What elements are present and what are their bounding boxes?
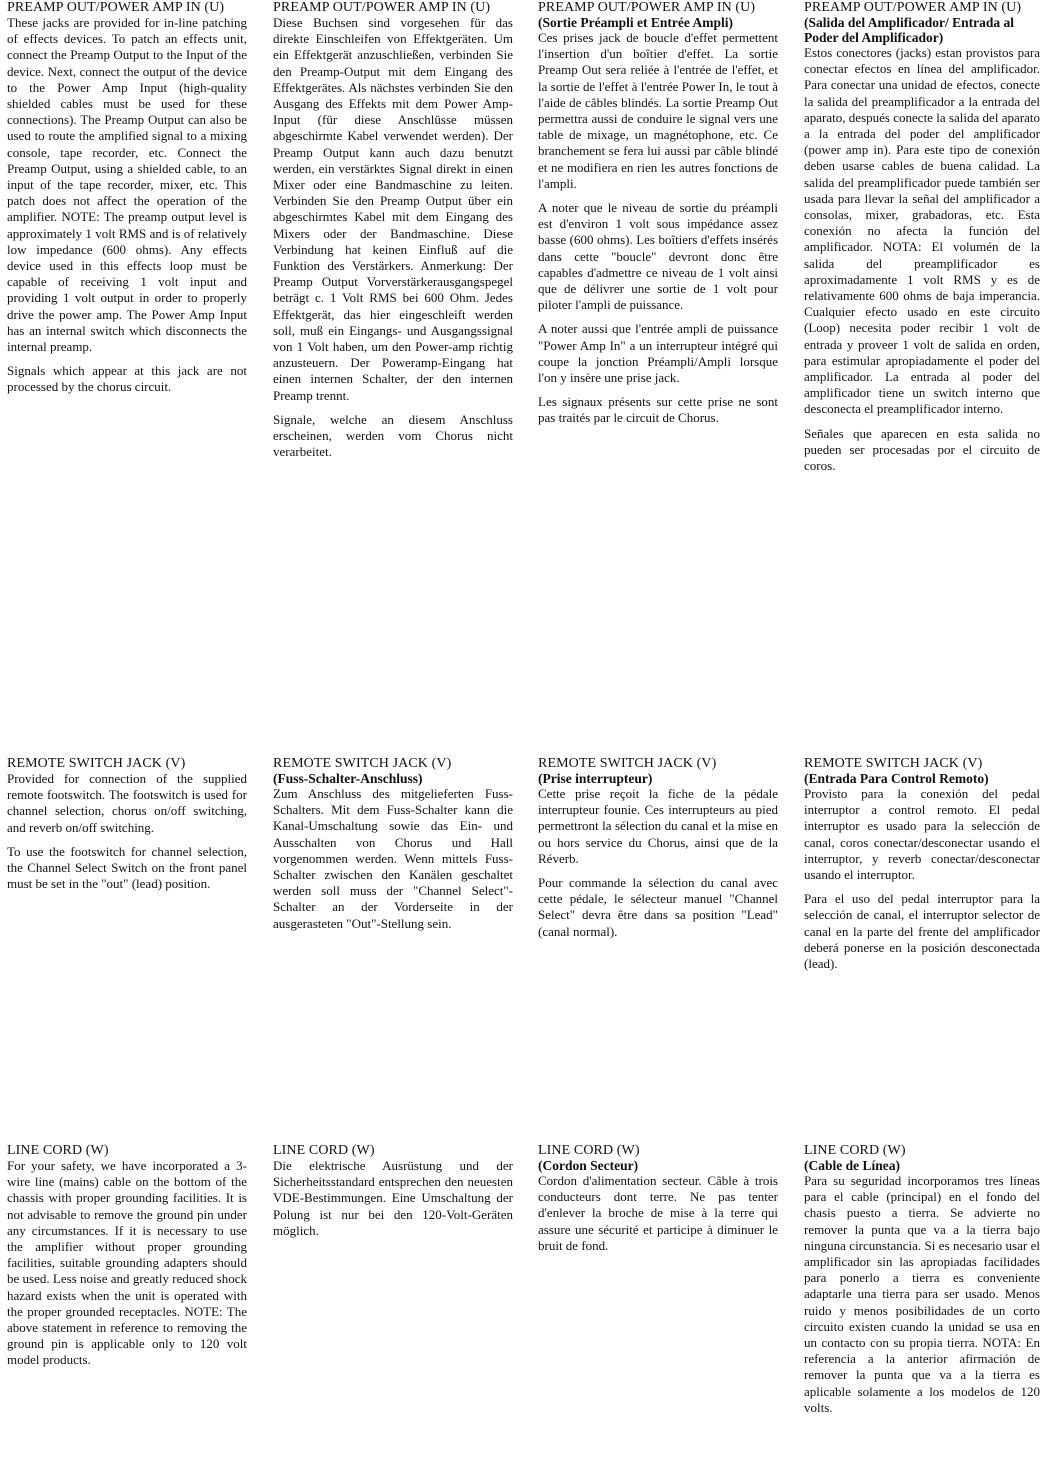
preamp-section-fr [538,0,778,435]
linecord-section-en [7,1143,247,1377]
paragraph: Signale, welche an diesem Anschluss erscheinen, werden vom Chorus nicht verarbeitet. [273,411,513,460]
paragraph: Señales que aparecen en esta salida no pueden ser procesadas por el circuito de coros. [804,425,1040,474]
paragraph: Diese Buchsen sind vorgesehen für das direkte Einschleifen von Effektgeräten. Um ein Effektgerät anzuschließen, verbinden Sie den Preamp-Output mit dem Eingang des Effektgerätes. Als nächstes verbinden Sie den Ausgang des Effekts mit dem Power Amp-Input (für diese Anschlüsse müssen abgeschirmte Kabel verwendet werden). Der Preamp Output kann auch dazu benutzt werden, ein verstärktes Signal direkt in einen Mixer oder eine Bandmaschine zu leiten. Verbinden Sie den Preamp Output über ein abgeschirmtes Kabel mit dem Eingang des Mixers oder der Bandmaschine. Diese Verbindung hat keinen Einfluß auf die Funktion des Verstärkers. Anmerkung: Der Preamp Output Vorverstärkerausgangspegel beträgt c. 1 Volt RMS bei 600 Ohm. Jedes Effektgerät, das hier eingeschleift werden soll, muß ein Eingangs- und Ausgangssignal von 1 Volt haben, um den Power-amp richtig anzusteuern. Der Poweramp-Eingang hat einen internen Schalter, der den internen Preamp trennt. [273,15,513,403]
section-heading: PREAMP OUT/POWER AMP IN (U) [538,0,756,15]
preamp-section-en [7,0,247,404]
section-subheading: (Sortie Préampli et Entrée Ampli) [538,15,733,30]
section-heading: REMOTE SWITCH JACK (V) [538,756,717,771]
paragraph: These jacks are provided for in-line patching of effects devices. To patch an effects unit, connect the Preamp Output to the Input of the device. Next, connect the output of the device to the Power Amp Input (high-quality shielded cables must be used for these connections). The Preamp Output can also be used to route the amplified signal to a mixing console, tape recorder, etc. Connect the Preamp Output, using a shielded cable, to an input of the tape recorder, mixer, etc. This patch does not affect the operation of the amplifier. NOTE: The preamp output level is approximately 1 volt RMS and is of relatively low impedance (600 ohms). Any effects device used in this effects loop must be capable of receiving 1 volt input and providing 1 volt output in order to properly drive the power amp. The Power Amp Input has an internal switch which disconnects the internal preamp. [7,15,247,355]
paragraph: Zum Anschluss des mitgelieferten Fuss-Schalters. Mit dem Fuss-Schalter kann die Kanal-Umschaltung sowie das Ein- und Ausschalten von Chorus und Hall vorgenommen werden. Wenn mittels Fuss-Schalter zwischen den Kanälen geschaltet werden soll muss der "Channel Select"-Schalter an der Vorderseite in der ausgerasteten "Out"-Stellung sein. [273,786,513,931]
section-heading: LINE CORD (W) [538,1143,640,1158]
section-heading: REMOTE SWITCH JACK (V) [273,756,452,771]
section-subheading: (Prise interrupteur) [538,771,653,786]
section-heading: PREAMP OUT/POWER AMP IN (U) [804,0,1022,15]
paragraph: Estos conectores (jacks) estan provistos para conectar efectos en línea del amplificador. Para conectar una unidad de efectos, conecte la salida del preamplificador a la entrada del aparato, después conecte la salida del aparato a la entrada del poder del amplificador (power amp in). Para este tipo de conexión deben usarse cables de buena calidad. La salida del preamplificador puede también ser usada para llevar la señal del amplificador a consolas, mixer, grabadoras, etc. Esta conexión no afecta la función del amplificador. NOTA: El volumén de la salida del preamplificador es aproximadamente 1 volt RMS y es de relativamente 600 ohms de baja imperancia. Cualquier efecto usado en este circuito (Loop) necesita poder recibir 1 volt de entrada y proveer 1 volt de salida en orden, para estimular apropiadamente el poder del amplificador. La entrada al poder del amplificador tiene un switch interno que desconecta el preamplificador interno. [804,45,1040,417]
remote-section-fr [538,756,778,948]
section-subheading: (Cable de Línea) [804,1158,900,1173]
paragraph: Cordon d'alimentation secteur. Câble à trois conducteurs dont terre. Ne pas tenter d'enlever la broche de mise à la terre qui assure une sécurité et participe à diminuer le bruit de fond. [538,1173,778,1253]
preamp-section-es [804,0,1040,482]
remote-section-de [273,756,513,940]
paragraph: Les signaux présents sur cette prise ne sont pas traités par le circuit de Chorus. [538,394,778,426]
paragraph: A noter que le niveau de sortie du préampli est d'environ 1 volt sous impédance assez basse (600 ohms). Les boîtiers d'effets insérés dans cette "boucle" devront donc être capables d'admettre ce niveau de 1 volt ainsi que de délivrer une sortie de 1 volt pour piloter l'ampli de puissance. [538,200,778,313]
paragraph: Para el uso del pedal interruptor para la selección de canal, el interruptor selector de canal en la parte del frente del amplificador deberá ponerse en la posición desconectada (lead). [804,891,1040,972]
section-heading: LINE CORD (W) [804,1143,906,1158]
preamp-section-de [273,0,513,468]
paragraph: Provided for connection of the supplied remote footswitch. The footswitch is used for channel selection, chorus on/off switching, and reverb on/off switching. [7,771,247,835]
paragraph: Pour commande la sélection du canal avec cette pédale, le sélecteur manuel "Channel Select" devra être dans sa position "Lead" (canal normal). [538,875,778,939]
section-heading: PREAMP OUT/POWER AMP IN (U) [273,0,491,15]
section-subheading: (Fuss-Schalter-Anschluss) [273,771,423,786]
paragraph: Die elektrische Ausrüstung und der Sicherheitsstandard entsprechen den neuesten VDE-Bestimmungen. Eine Umschaltung der Polung ist nur bei den 120-Volt-Geräten möglich. [273,1158,513,1238]
section-heading: REMOTE SWITCH JACK (V) [804,756,983,771]
paragraph: For your safety, we have incorporated a 3-wire line (mains) cable on the bottom of the chassis with proper grounding facilities. It is not advisable to remove the ground pin under any circumstances. If it is necessary to use the amplifier without proper grounding facilities, suitable grounding adapters should be used. Less noise and greatly reduced shock hazard exists when the unit is operated with the proper grounded receptacles. NOTE: The above statement in reference to removing the ground pin is applicable only to 120 volt model products. [7,1158,247,1368]
section-subheading: (Cordon Secteur) [538,1158,639,1173]
paragraph: Signals which appear at this jack are not processed by the chorus circuit. [7,363,247,395]
section-heading: LINE CORD (W) [7,1143,109,1158]
section-subheading: (Salida del Amplificador/ Entrada al Poder del Amplificador) [804,15,1015,45]
linecord-section-de [273,1143,513,1247]
remote-section-en [7,756,247,900]
paragraph: Para su seguridad incorporamos tres líneas para el cable (principal) en el fondo del chasis puesto a tierra. Se advierte no remover la punta que va a la tierra bajo ninguna circunstancia. Si es necesario usar el amplificador sin las apropiadas facilidades para ponerlo a tierra es conveniente adaptarle una tierra para ser usado. Menos ruido y menos posibilidades de un corto circuito existen cuando la unidad se usa en un contacto con su propia tierra. NOTA: En referencia a la anterior afirmación de remover la punta que va a la tierra es aplicable solamente a los modelos de 120 volts. [804,1173,1040,1415]
section-heading: LINE CORD (W) [273,1143,375,1158]
paragraph: A noter aussi que l'entrée ampli de puissance "Power Amp In" a un interrupteur intégré qui coupe la jonction Préampli/Ampli lorsque l'on y insère une prise jack. [538,321,778,386]
section-subheading: (Entrada Para Control Remoto) [804,771,989,786]
remote-section-es [804,756,1040,980]
paragraph: Cette prise reçoit la fiche de la pédale interrupteur founie. Ces interrupteurs au pied permettront la sélection du canal et la mise en ou hors service du Chorus, ainsi que de la Réverb. [538,786,778,866]
linecord-section-fr [538,1143,778,1262]
section-heading: REMOTE SWITCH JACK (V) [7,756,186,771]
paragraph: To use the footswitch for channel selection, the Channel Select Switch on the front panel must be set in the "out" (lead) position. [7,843,247,892]
section-heading: PREAMP OUT/POWER AMP IN (U) [7,0,225,15]
paragraph: Ces prises jack de boucle d'effet permettent l'insertion d'un boîtier d'effet. La sortie Preamp Out sera reliée à l'entrée de l'effet, et la sortie de l'effet à l'entrée Power In, le tout à l'aide de câbles blindés. La sortie Preamp Out permettra aussi de conduire le signal vers une table de mixage, un magnétophone, etc. Ce branchement se fera lui aussi par câble blindé et ne modifiera en rien les autres fonctions de l'ampli. [538,30,778,191]
paragraph: Provisto para la conexión del pedal interruptor a control remoto. El pedal interruptor es usado para la selección de canal, coros conectar/desconectar usando el interruptor, y reverb conectar/desconectar usando el interruptor. [804,786,1040,883]
linecord-section-es [804,1143,1040,1424]
